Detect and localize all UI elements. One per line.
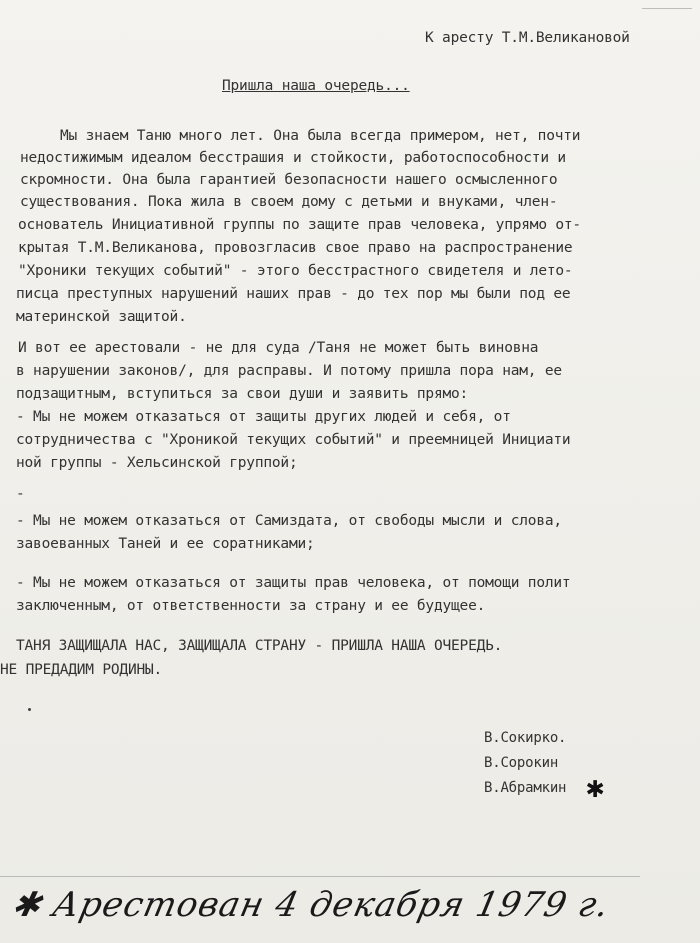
- body-line: крытая Т.М.Великанова, провозгласив свое право на распространение: [18, 240, 573, 256]
- body-line: -: [16, 486, 25, 502]
- signature-abramkin: В.Абрамкин: [484, 780, 567, 796]
- body-line: писца преступных нарушений наших прав - до тех пор мы были под ее: [16, 286, 571, 302]
- body-line: сотрудничества с "Хроникой текущих событий" и преемницей Инициати: [16, 432, 571, 448]
- divider-line: [0, 876, 640, 877]
- body-line: заключенным, от ответственности за страну и ее будущее.: [16, 598, 486, 614]
- dedication: К аресту Т.М.Великановой: [425, 30, 630, 46]
- body-line: недостижимым идеалом бесстрашия и стойкости, работоспособности и: [20, 150, 566, 166]
- body-line: - Мы не можем отказаться от Самиздата, от свободы мысли и слова,: [16, 513, 562, 529]
- body-line: существования. Пока жила в своем дому с детьми и внуками, член-: [20, 194, 558, 210]
- handwritten-note: ✱ Арестован 4 декабря 1979 г.: [7, 885, 614, 925]
- body-line: ТАНЯ ЗАЩИЩАЛА НАС, ЗАЩИЩАЛА СТРАНУ - ПРИШЛА НАША ОЧЕРЕДЬ.: [16, 638, 503, 654]
- body-line: скромности. Она была гарантией безопасности нашего осмысленного: [20, 172, 558, 188]
- asterisk-mark: ✱: [586, 770, 605, 805]
- body-line: в нарушении законов/, для расправы. И потому пришла пора нам, ее: [16, 363, 562, 379]
- body-line: И вот ее арестовали - не для суда /Таня не может быть виновна: [18, 340, 539, 356]
- body-line: - Мы не можем отказаться от защиты других людей и себя, от: [16, 409, 511, 425]
- body-line: завоеванных Таней и ее соратниками;: [16, 536, 315, 552]
- body-line: "Хроники текущих событий" - этого бесстрастного свидетеля и лето-: [18, 263, 573, 279]
- body-line: - Мы не можем отказаться от защиты прав человека, от помощи полит: [16, 575, 571, 591]
- body-line: материнской защитой.: [16, 309, 187, 325]
- corner-mark: [642, 0, 692, 9]
- body-line: ной группы - Хельсинской группой;: [16, 455, 298, 471]
- ink-dot: [28, 708, 31, 711]
- signature-sorokin: В.Сорокин: [484, 755, 559, 771]
- body-line: НЕ ПРЕДАДИМ РОДИНЫ.: [0, 662, 163, 678]
- body-line: основатель Инициативной группы по защите прав человека, упрямо от-: [18, 217, 581, 233]
- document-title: Пришла наша очередь...: [222, 78, 410, 94]
- body-line: подзащитным, вступиться за свои души и заявить прямо:: [16, 386, 469, 402]
- body-line: Мы знаем Таню много лет. Она была всегда примером, нет, почти: [60, 128, 581, 144]
- signature-sokirko: В.Сокирко.: [484, 730, 567, 746]
